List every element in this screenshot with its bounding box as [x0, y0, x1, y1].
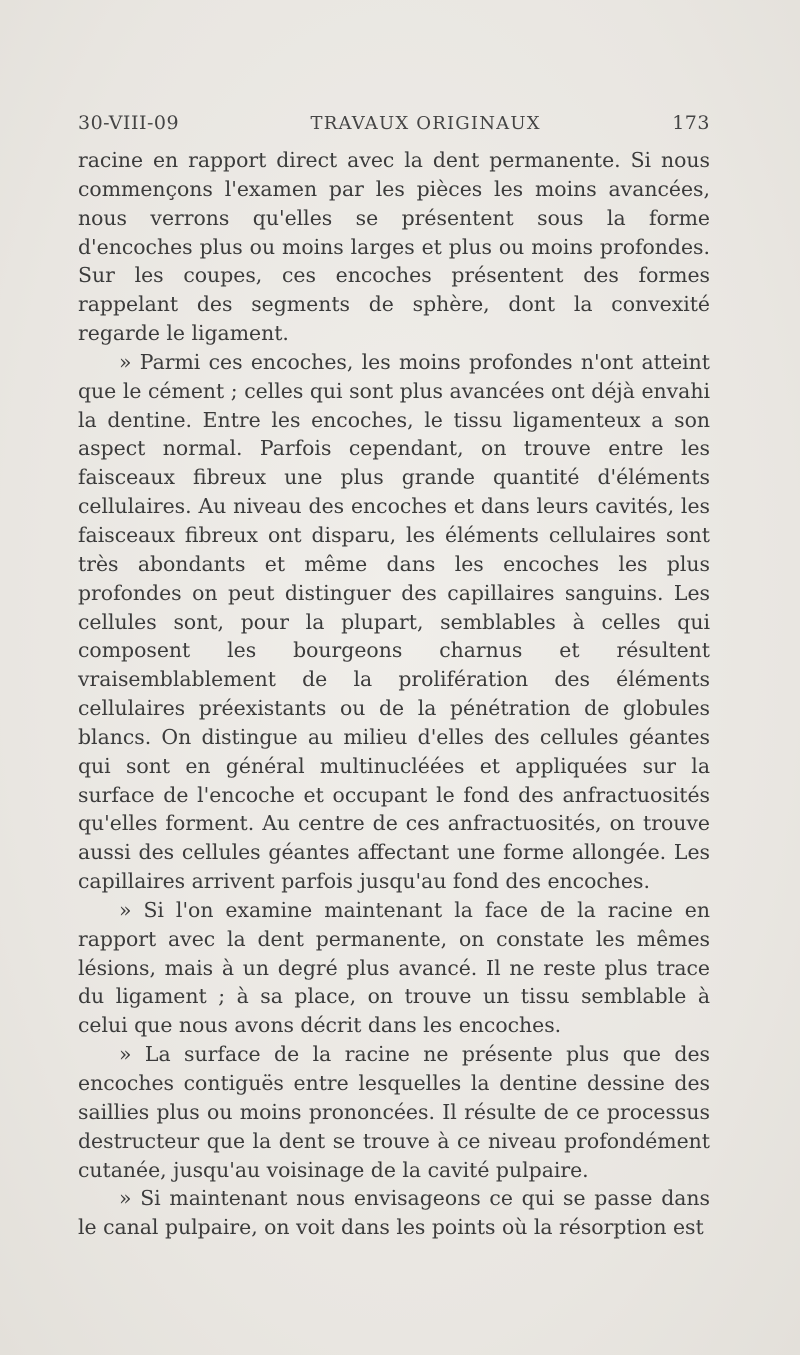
header-date: 30-VIII-09 — [78, 112, 180, 134]
header-title: TRAVAUX ORIGINAUX — [310, 113, 541, 134]
paragraph-5: » Si maintenant nous envisageons ce qui se passe dans le canal pulpaire, on voit dans les points où la résorption est — [78, 1186, 710, 1240]
page-number: 173 — [672, 112, 710, 134]
running-head — [78, 112, 710, 146]
paragraph-1: racine en rapport direct avec la dent permanente. Si nous commençons l'examen par les pièces les moins avancées, nous verrons qu'elles se présentent sous la forme d'encoches plus ou moins larges et plus ou moins profondes. Sur les coupes, ces encoches présentent des formes rappelant des segments de sphère, dont la convexité regarde le ligament. — [78, 148, 710, 346]
body-text — [78, 146, 710, 1242]
book-page — [78, 112, 710, 1242]
paragraph-4: » La surface de la racine ne présente plus que des encoches contiguës entre lesquelles la dentine dessine des saillies plus ou moins prononcées. Il résulte de ce processus destructeur que la dent se trouve à ce niveau profondément cutanée, jusqu'au voisinage de la cavité pulpaire. — [78, 1042, 710, 1182]
paragraph-3: » Si l'on examine maintenant la face de la racine en rapport avec la dent permanente, on constate les mêmes lésions, mais à un degré plus avancé. Il ne reste plus trace du ligament ; à sa place, on trouve un tissu semblable à celui que nous avons décrit dans les encoches. — [78, 897, 710, 1038]
paragraph-2: » Parmi ces encoches, les moins profondes n'ont atteint que le cément ; celles qui sont plus avancées ont déjà envahi la dentine. Entre les encoches, le tissu ligamenteux a son aspect normal. Parfois cependant, on trouve entre les faisceaux fibreux une plus grande quantité d'éléments cellulaires. Au niveau des encoches et dans leurs cavités, les faisceaux fibreux ont disparu, les éléments cellulaires sont très abondants et même dans les encoches les plus profondes on peut distinguer des capillaires sanguins. Les cellules sont, pour la plupart, semblables à celles qui composent les bourgeons charnus et résultent vraisemblablement de la prolifération des éléments cellulaires préexistants ou de la pénétration de globules blancs. On distingue au milieu d'elles des cellules géantes qui sont en général multinucléées et appliquées sur la surface de l'encoche et occupant le fond des anfractuosités qu'elles forment. Au centre de ces anfractuosités, on trouve aussi des cellules géantes affectant une forme allongée. Les capillaires arrivent parfois jusqu'au fond des encoches. — [78, 349, 710, 894]
